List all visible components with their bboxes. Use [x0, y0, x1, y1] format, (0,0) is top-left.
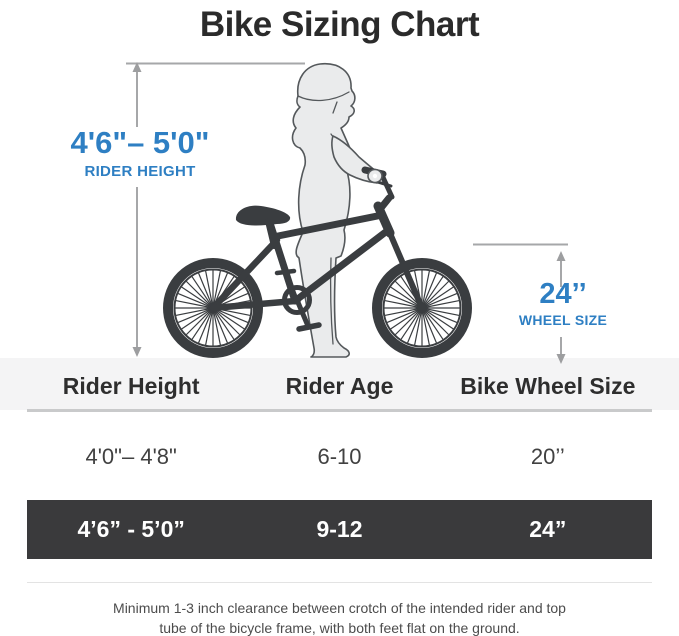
header-bike-wheel-size: Bike Wheel Size [460, 372, 636, 399]
header-divider [27, 409, 652, 412]
row2-rider-height: 4’6” - 5’0” [77, 516, 185, 542]
row1-rider-height: 4'0"– 4'8" [85, 444, 177, 469]
row2-rider-age: 9-12 [316, 516, 363, 542]
rider-height-range: 4'6"– 5'0" [70, 125, 210, 160]
row1-rider-age: 6-10 [317, 444, 362, 469]
footnote-line2: tube of the bicycle frame, with both feet flat on the ground. [159, 620, 520, 636]
rider-height-annotation [40, 127, 240, 180]
table-header-row [27, 362, 652, 410]
page-title: Bike Sizing Chart [199, 5, 480, 44]
wheel-size-caption: WHEEL SIZE [518, 312, 608, 329]
arrow-up-icon [557, 251, 566, 261]
pedal [299, 325, 319, 329]
header-rider-height: Rider Height [62, 372, 200, 399]
row1-wheel-size: 20’’ [530, 444, 565, 469]
footnote-divider [27, 582, 652, 583]
footnote-line1: Minimum 1-3 inch clearance between crotch of the intended rider and top [113, 600, 566, 616]
rider-height-caption: RIDER HEIGHT [84, 162, 196, 180]
row2-wheel-size: 24” [529, 516, 567, 542]
arrow-down-icon [133, 347, 142, 357]
footnote [0, 598, 679, 636]
table-row [27, 414, 652, 500]
wheel-size-value: 24’’ [539, 278, 587, 310]
table-row-highlighted [27, 500, 652, 559]
header-rider-age: Rider Age [285, 372, 394, 399]
saddle [236, 206, 290, 226]
wheel-size-annotation [498, 279, 628, 328]
rider-figure [293, 64, 380, 357]
